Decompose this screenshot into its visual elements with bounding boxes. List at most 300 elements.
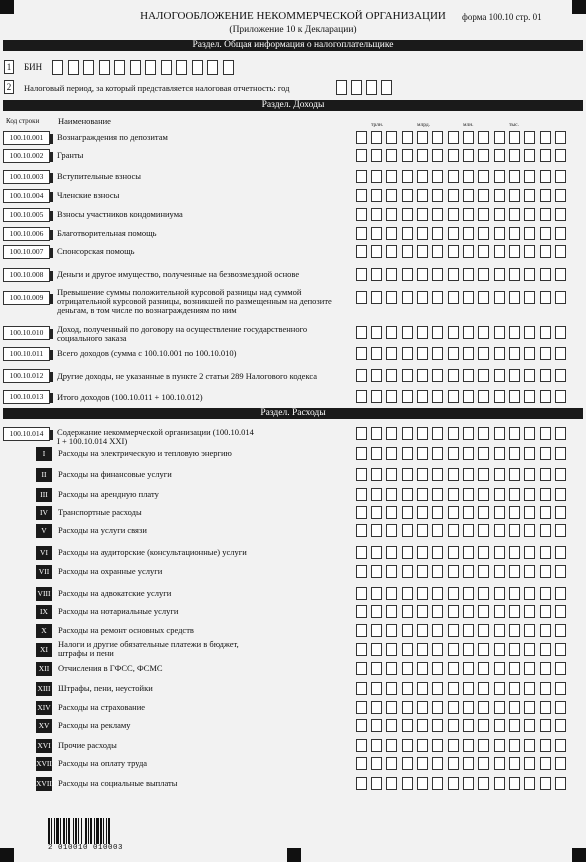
amount-cell[interactable] xyxy=(463,291,474,304)
amount-cell[interactable] xyxy=(524,624,535,637)
amount-cell[interactable] xyxy=(555,268,566,281)
amount-cell[interactable] xyxy=(524,291,535,304)
amount-cell[interactable] xyxy=(371,291,382,304)
amount-cell[interactable] xyxy=(356,506,367,519)
amount-cell[interactable] xyxy=(386,546,397,559)
amount-cell[interactable] xyxy=(386,587,397,600)
amount-cell[interactable] xyxy=(356,149,367,162)
amount-cell[interactable] xyxy=(524,447,535,460)
amount-cell[interactable] xyxy=(478,739,489,752)
amount-cell[interactable] xyxy=(448,546,459,559)
amount-cell[interactable] xyxy=(463,739,474,752)
amount-cell[interactable] xyxy=(509,447,520,460)
amount-cell[interactable] xyxy=(371,643,382,656)
amount-cell[interactable] xyxy=(356,326,367,339)
amount-cell[interactable] xyxy=(371,390,382,403)
amount-cell[interactable] xyxy=(478,131,489,144)
amount-cell[interactable] xyxy=(402,624,413,637)
amount-cell[interactable] xyxy=(356,624,367,637)
amount-cell[interactable] xyxy=(386,468,397,481)
amount-cell[interactable] xyxy=(432,347,443,360)
amount-cell[interactable] xyxy=(494,390,505,403)
amount-cell[interactable] xyxy=(540,624,551,637)
amount-cell[interactable] xyxy=(524,605,535,618)
amount-cell[interactable] xyxy=(371,587,382,600)
amount-cell[interactable] xyxy=(417,227,428,240)
amount-cell[interactable] xyxy=(386,565,397,578)
amount-cell[interactable] xyxy=(386,447,397,460)
amount-cell[interactable] xyxy=(494,189,505,202)
amount-cell[interactable] xyxy=(356,488,367,501)
amount-cell[interactable] xyxy=(417,326,428,339)
amount-cell[interactable] xyxy=(509,326,520,339)
amount-cell[interactable] xyxy=(448,565,459,578)
amount-cell[interactable] xyxy=(417,739,428,752)
amount-cell[interactable] xyxy=(371,149,382,162)
amount-cell[interactable] xyxy=(448,245,459,258)
amount-cell[interactable] xyxy=(356,131,367,144)
amount-cell[interactable] xyxy=(463,447,474,460)
amount-cell[interactable] xyxy=(371,605,382,618)
amount-cell[interactable] xyxy=(478,587,489,600)
amount-cell[interactable] xyxy=(463,390,474,403)
amount-cell[interactable] xyxy=(463,624,474,637)
amount-cell[interactable] xyxy=(386,369,397,382)
amount-cell[interactable] xyxy=(463,524,474,537)
amount-cell[interactable] xyxy=(494,701,505,714)
amount-cell[interactable] xyxy=(540,565,551,578)
amount-cell[interactable] xyxy=(417,149,428,162)
amount-cell[interactable] xyxy=(371,227,382,240)
amount-cell[interactable] xyxy=(509,468,520,481)
amount-cell[interactable] xyxy=(463,643,474,656)
amount-cell[interactable] xyxy=(509,170,520,183)
amount-cell[interactable] xyxy=(463,546,474,559)
amount-cell[interactable] xyxy=(478,326,489,339)
amount-cell[interactable] xyxy=(540,701,551,714)
amount-cell[interactable] xyxy=(540,506,551,519)
amount-cell[interactable] xyxy=(555,326,566,339)
amount-cell[interactable] xyxy=(478,565,489,578)
amount-cell[interactable] xyxy=(417,291,428,304)
amount-cell[interactable] xyxy=(371,347,382,360)
amount-cell[interactable] xyxy=(432,605,443,618)
amount-cell[interactable] xyxy=(417,189,428,202)
amount-cell[interactable] xyxy=(524,757,535,770)
amount-cell[interactable] xyxy=(555,227,566,240)
amount-cell[interactable] xyxy=(402,605,413,618)
amount-cell[interactable] xyxy=(356,390,367,403)
amount-cell[interactable] xyxy=(494,347,505,360)
amount-cell[interactable] xyxy=(417,447,428,460)
amount-cell[interactable] xyxy=(494,468,505,481)
bin-digit-cell[interactable] xyxy=(99,60,110,75)
amount-cell[interactable] xyxy=(540,347,551,360)
amount-cell[interactable] xyxy=(540,227,551,240)
amount-cell[interactable] xyxy=(417,268,428,281)
amount-cell[interactable] xyxy=(386,268,397,281)
amount-cell[interactable] xyxy=(402,347,413,360)
amount-cell[interactable] xyxy=(448,624,459,637)
amount-cell[interactable] xyxy=(540,682,551,695)
bin-digit-cell[interactable] xyxy=(176,60,187,75)
amount-cell[interactable] xyxy=(524,268,535,281)
amount-cell[interactable] xyxy=(494,427,505,440)
amount-cell[interactable] xyxy=(494,170,505,183)
amount-cell[interactable] xyxy=(463,468,474,481)
amount-cell[interactable] xyxy=(524,546,535,559)
amount-cell[interactable] xyxy=(417,506,428,519)
amount-cell[interactable] xyxy=(494,662,505,675)
amount-cell[interactable] xyxy=(524,565,535,578)
amount-cell[interactable] xyxy=(555,682,566,695)
amount-cell[interactable] xyxy=(540,149,551,162)
amount-cell[interactable] xyxy=(555,662,566,675)
amount-cell[interactable] xyxy=(386,427,397,440)
amount-cell[interactable] xyxy=(478,506,489,519)
amount-cell[interactable] xyxy=(356,605,367,618)
amount-cell[interactable] xyxy=(509,149,520,162)
amount-cell[interactable] xyxy=(402,369,413,382)
amount-cell[interactable] xyxy=(386,488,397,501)
amount-cell[interactable] xyxy=(524,662,535,675)
amount-cell[interactable] xyxy=(524,682,535,695)
amount-cell[interactable] xyxy=(402,227,413,240)
amount-cell[interactable] xyxy=(371,739,382,752)
amount-cell[interactable] xyxy=(463,427,474,440)
amount-cell[interactable] xyxy=(417,546,428,559)
amount-cell[interactable] xyxy=(356,245,367,258)
amount-cell[interactable] xyxy=(540,546,551,559)
amount-cell[interactable] xyxy=(448,682,459,695)
amount-cell[interactable] xyxy=(432,506,443,519)
amount-cell[interactable] xyxy=(432,682,443,695)
amount-cell[interactable] xyxy=(540,208,551,221)
amount-cell[interactable] xyxy=(478,149,489,162)
amount-cell[interactable] xyxy=(555,468,566,481)
amount-cell[interactable] xyxy=(555,624,566,637)
amount-cell[interactable] xyxy=(371,701,382,714)
amount-cell[interactable] xyxy=(356,719,367,732)
amount-cell[interactable] xyxy=(494,739,505,752)
amount-cell[interactable] xyxy=(356,208,367,221)
amount-cell[interactable] xyxy=(540,390,551,403)
bin-digit-cell[interactable] xyxy=(223,60,234,75)
amount-cell[interactable] xyxy=(555,189,566,202)
amount-cell[interactable] xyxy=(540,326,551,339)
amount-cell[interactable] xyxy=(371,326,382,339)
amount-cell[interactable] xyxy=(524,170,535,183)
amount-cell[interactable] xyxy=(386,149,397,162)
amount-cell[interactable] xyxy=(402,682,413,695)
amount-cell[interactable] xyxy=(402,468,413,481)
amount-cell[interactable] xyxy=(478,170,489,183)
amount-cell[interactable] xyxy=(463,149,474,162)
amount-cell[interactable] xyxy=(432,427,443,440)
amount-cell[interactable] xyxy=(524,643,535,656)
amount-cell[interactable] xyxy=(402,701,413,714)
amount-cell[interactable] xyxy=(417,369,428,382)
amount-cell[interactable] xyxy=(540,170,551,183)
amount-cell[interactable] xyxy=(555,719,566,732)
amount-cell[interactable] xyxy=(448,524,459,537)
amount-cell[interactable] xyxy=(432,245,443,258)
amount-cell[interactable] xyxy=(371,427,382,440)
amount-cell[interactable] xyxy=(509,390,520,403)
amount-cell[interactable] xyxy=(356,524,367,537)
amount-cell[interactable] xyxy=(555,587,566,600)
amount-cell[interactable] xyxy=(402,546,413,559)
amount-cell[interactable] xyxy=(509,777,520,790)
amount-cell[interactable] xyxy=(555,488,566,501)
amount-cell[interactable] xyxy=(494,208,505,221)
amount-cell[interactable] xyxy=(432,208,443,221)
amount-cell[interactable] xyxy=(494,682,505,695)
amount-cell[interactable] xyxy=(432,624,443,637)
amount-cell[interactable] xyxy=(555,565,566,578)
amount-cell[interactable] xyxy=(463,701,474,714)
amount-cell[interactable] xyxy=(509,291,520,304)
amount-cell[interactable] xyxy=(432,643,443,656)
amount-cell[interactable] xyxy=(524,149,535,162)
amount-cell[interactable] xyxy=(417,468,428,481)
amount-cell[interactable] xyxy=(371,662,382,675)
amount-cell[interactable] xyxy=(402,524,413,537)
amount-cell[interactable] xyxy=(540,488,551,501)
amount-cell[interactable] xyxy=(432,739,443,752)
amount-cell[interactable] xyxy=(448,189,459,202)
amount-cell[interactable] xyxy=(478,643,489,656)
amount-cell[interactable] xyxy=(386,624,397,637)
amount-cell[interactable] xyxy=(478,524,489,537)
amount-cell[interactable] xyxy=(509,605,520,618)
amount-cell[interactable] xyxy=(432,369,443,382)
amount-cell[interactable] xyxy=(402,291,413,304)
amount-cell[interactable] xyxy=(371,546,382,559)
year-digit-cell[interactable] xyxy=(366,80,377,95)
amount-cell[interactable] xyxy=(555,170,566,183)
amount-cell[interactable] xyxy=(432,777,443,790)
amount-cell[interactable] xyxy=(432,189,443,202)
amount-cell[interactable] xyxy=(494,369,505,382)
amount-cell[interactable] xyxy=(509,701,520,714)
amount-cell[interactable] xyxy=(356,565,367,578)
amount-cell[interactable] xyxy=(371,757,382,770)
amount-cell[interactable] xyxy=(494,546,505,559)
amount-cell[interactable] xyxy=(540,719,551,732)
amount-cell[interactable] xyxy=(540,131,551,144)
amount-cell[interactable] xyxy=(540,291,551,304)
amount-cell[interactable] xyxy=(402,662,413,675)
amount-cell[interactable] xyxy=(371,369,382,382)
amount-cell[interactable] xyxy=(448,605,459,618)
amount-cell[interactable] xyxy=(386,506,397,519)
amount-cell[interactable] xyxy=(494,605,505,618)
amount-cell[interactable] xyxy=(402,506,413,519)
amount-cell[interactable] xyxy=(555,757,566,770)
amount-cell[interactable] xyxy=(432,524,443,537)
amount-cell[interactable] xyxy=(478,227,489,240)
amount-cell[interactable] xyxy=(356,468,367,481)
amount-cell[interactable] xyxy=(356,643,367,656)
bin-digit-cell[interactable] xyxy=(161,60,172,75)
amount-cell[interactable] xyxy=(356,682,367,695)
amount-cell[interactable] xyxy=(371,468,382,481)
amount-cell[interactable] xyxy=(478,447,489,460)
amount-cell[interactable] xyxy=(555,427,566,440)
amount-cell[interactable] xyxy=(356,227,367,240)
amount-cell[interactable] xyxy=(402,208,413,221)
amount-cell[interactable] xyxy=(555,291,566,304)
amount-cell[interactable] xyxy=(356,170,367,183)
amount-cell[interactable] xyxy=(509,739,520,752)
amount-cell[interactable] xyxy=(402,131,413,144)
amount-cell[interactable] xyxy=(524,777,535,790)
amount-cell[interactable] xyxy=(524,390,535,403)
amount-cell[interactable] xyxy=(478,468,489,481)
amount-cell[interactable] xyxy=(524,427,535,440)
amount-cell[interactable] xyxy=(494,777,505,790)
amount-cell[interactable] xyxy=(540,662,551,675)
amount-cell[interactable] xyxy=(509,208,520,221)
amount-cell[interactable] xyxy=(478,719,489,732)
amount-cell[interactable] xyxy=(509,682,520,695)
amount-cell[interactable] xyxy=(555,605,566,618)
amount-cell[interactable] xyxy=(494,719,505,732)
amount-cell[interactable] xyxy=(540,643,551,656)
amount-cell[interactable] xyxy=(417,757,428,770)
amount-cell[interactable] xyxy=(463,268,474,281)
amount-cell[interactable] xyxy=(494,447,505,460)
amount-cell[interactable] xyxy=(402,488,413,501)
amount-cell[interactable] xyxy=(494,131,505,144)
bin-digit-cell[interactable] xyxy=(207,60,218,75)
amount-cell[interactable] xyxy=(386,719,397,732)
amount-cell[interactable] xyxy=(540,245,551,258)
amount-cell[interactable] xyxy=(494,227,505,240)
amount-cell[interactable] xyxy=(402,189,413,202)
amount-cell[interactable] xyxy=(509,719,520,732)
amount-cell[interactable] xyxy=(478,208,489,221)
amount-cell[interactable] xyxy=(524,189,535,202)
amount-cell[interactable] xyxy=(463,777,474,790)
amount-cell[interactable] xyxy=(417,777,428,790)
amount-cell[interactable] xyxy=(432,565,443,578)
amount-cell[interactable] xyxy=(463,208,474,221)
amount-cell[interactable] xyxy=(386,189,397,202)
amount-cell[interactable] xyxy=(463,189,474,202)
amount-cell[interactable] xyxy=(478,662,489,675)
amount-cell[interactable] xyxy=(540,189,551,202)
amount-cell[interactable] xyxy=(509,624,520,637)
amount-cell[interactable] xyxy=(386,605,397,618)
amount-cell[interactable] xyxy=(463,719,474,732)
amount-cell[interactable] xyxy=(463,245,474,258)
amount-cell[interactable] xyxy=(524,488,535,501)
bin-digit-cell[interactable] xyxy=(68,60,79,75)
amount-cell[interactable] xyxy=(540,447,551,460)
amount-cell[interactable] xyxy=(386,131,397,144)
amount-cell[interactable] xyxy=(524,369,535,382)
amount-cell[interactable] xyxy=(356,189,367,202)
year-digit-cell[interactable] xyxy=(381,80,392,95)
amount-cell[interactable] xyxy=(386,326,397,339)
amount-cell[interactable] xyxy=(356,587,367,600)
amount-cell[interactable] xyxy=(402,170,413,183)
amount-cell[interactable] xyxy=(417,208,428,221)
amount-cell[interactable] xyxy=(417,643,428,656)
amount-cell[interactable] xyxy=(494,326,505,339)
amount-cell[interactable] xyxy=(478,291,489,304)
amount-cell[interactable] xyxy=(417,170,428,183)
amount-cell[interactable] xyxy=(463,227,474,240)
amount-cell[interactable] xyxy=(555,447,566,460)
amount-cell[interactable] xyxy=(509,506,520,519)
amount-cell[interactable] xyxy=(356,427,367,440)
amount-cell[interactable] xyxy=(448,757,459,770)
amount-cell[interactable] xyxy=(402,643,413,656)
amount-cell[interactable] xyxy=(509,347,520,360)
amount-cell[interactable] xyxy=(386,291,397,304)
amount-cell[interactable] xyxy=(356,347,367,360)
amount-cell[interactable] xyxy=(509,662,520,675)
amount-cell[interactable] xyxy=(432,546,443,559)
amount-cell[interactable] xyxy=(371,189,382,202)
amount-cell[interactable] xyxy=(555,506,566,519)
amount-cell[interactable] xyxy=(432,488,443,501)
amount-cell[interactable] xyxy=(509,245,520,258)
amount-cell[interactable] xyxy=(540,587,551,600)
amount-cell[interactable] xyxy=(448,208,459,221)
amount-cell[interactable] xyxy=(540,524,551,537)
amount-cell[interactable] xyxy=(478,245,489,258)
year-digit-cell[interactable] xyxy=(336,80,347,95)
amount-cell[interactable] xyxy=(555,369,566,382)
amount-cell[interactable] xyxy=(448,777,459,790)
amount-cell[interactable] xyxy=(402,565,413,578)
amount-cell[interactable] xyxy=(540,757,551,770)
amount-cell[interactable] xyxy=(448,268,459,281)
amount-cell[interactable] xyxy=(432,701,443,714)
amount-cell[interactable] xyxy=(448,488,459,501)
amount-cell[interactable] xyxy=(524,208,535,221)
amount-cell[interactable] xyxy=(540,427,551,440)
amount-cell[interactable] xyxy=(540,468,551,481)
amount-cell[interactable] xyxy=(402,719,413,732)
amount-cell[interactable] xyxy=(371,208,382,221)
amount-cell[interactable] xyxy=(555,131,566,144)
amount-cell[interactable] xyxy=(494,149,505,162)
amount-cell[interactable] xyxy=(540,369,551,382)
amount-cell[interactable] xyxy=(478,390,489,403)
amount-cell[interactable] xyxy=(509,757,520,770)
amount-cell[interactable] xyxy=(386,777,397,790)
amount-cell[interactable] xyxy=(555,347,566,360)
amount-cell[interactable] xyxy=(555,524,566,537)
amount-cell[interactable] xyxy=(386,643,397,656)
amount-cell[interactable] xyxy=(524,347,535,360)
amount-cell[interactable] xyxy=(509,488,520,501)
amount-cell[interactable] xyxy=(478,427,489,440)
amount-cell[interactable] xyxy=(417,719,428,732)
amount-cell[interactable] xyxy=(478,488,489,501)
amount-cell[interactable] xyxy=(509,643,520,656)
amount-cell[interactable] xyxy=(371,682,382,695)
amount-cell[interactable] xyxy=(386,682,397,695)
amount-cell[interactable] xyxy=(371,245,382,258)
amount-cell[interactable] xyxy=(494,524,505,537)
amount-cell[interactable] xyxy=(463,605,474,618)
